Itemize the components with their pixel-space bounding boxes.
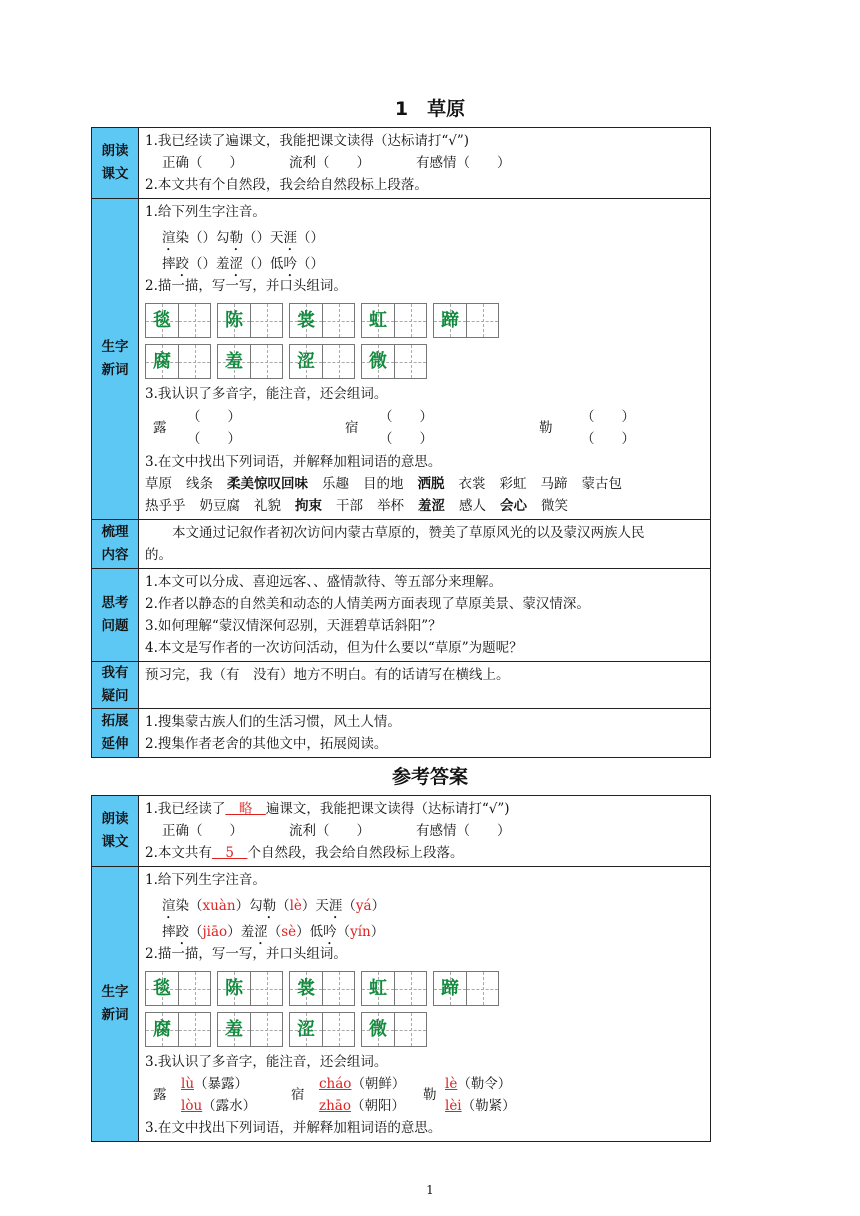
think-label: 思考 问题	[92, 569, 139, 662]
ans-pinyin-row1: 渲染（xuàn）勾勒（lè）天涯（yá）	[162, 898, 386, 914]
newwords-row	[92, 199, 711, 520]
write-grid-row1	[145, 303, 710, 338]
vocab-word: 柔美惊叹回味	[227, 476, 308, 492]
tianzige: 陈	[217, 971, 283, 1006]
vocab-word: 乐趣	[322, 476, 349, 492]
vocab-word: 奶豆腐	[199, 498, 240, 514]
extend-content: 1.搜集蒙古族人们的生活习惯，风土人情。 2.搜集作者老舍的其他文中，拓展阅读。	[139, 709, 711, 758]
write-heading: 2.描一描，写一写，并口头组词。	[145, 278, 347, 294]
read-line3: 2.本文共有个自然段，我会给自然段标上段落。	[145, 177, 428, 193]
tianzige: 毯	[145, 303, 211, 338]
read-line1: 1.我已经读了遍课文，我能把课文读得（达标请打“√”)	[145, 133, 470, 149]
ans-write-grid-row1	[145, 971, 710, 1006]
poly-heading: 3.我认识了多音字，能注音，还会组词。	[145, 386, 388, 402]
doubt-label: 我有 疑问	[92, 662, 139, 709]
vocab-word: 微笑	[541, 498, 568, 514]
answer-times: 略	[225, 801, 266, 817]
read-row	[92, 128, 711, 199]
ans-newwords-row	[92, 867, 711, 1142]
vocab-word: 衣裳	[458, 476, 486, 492]
vocab-word: 线条	[186, 476, 213, 492]
tianzige: 涩	[289, 1012, 355, 1047]
words-row1	[145, 473, 710, 495]
sort-row	[92, 520, 711, 569]
vocab-word: 蒙古包	[581, 476, 622, 492]
ans-poly: 露 lù（暴露） lòu（露水） 宿 cháo（朝鲜） zhāo（朝阳） 勒 lè（勒令） lèi（勒紧）	[153, 1076, 516, 1114]
tianzige: 陈	[217, 303, 283, 338]
doubt-row	[92, 662, 711, 709]
ans-pinyin-row2: 摔跤（jiāo）羞涩（sè）低吟（yín）	[162, 924, 385, 940]
vocab-word: 热乎乎	[145, 498, 186, 514]
tianzige: 羞	[217, 1012, 283, 1047]
pinyin-row1: 渲染（）勾勒（）天涯（）	[162, 230, 324, 246]
tianzige: 裳	[289, 303, 355, 338]
page-title: 1 草原	[394, 98, 466, 120]
vocab-word: 洒脱	[417, 476, 445, 492]
vocab-word: 彩虹	[499, 476, 527, 492]
tianzige: 虹	[361, 303, 427, 338]
sort-label: 梳理 内容	[92, 520, 139, 569]
tianzige: 腐	[145, 344, 211, 379]
newwords-label: 生字 新词	[92, 199, 139, 520]
ans-newwords-label: 生字 新词	[92, 867, 139, 1142]
read-options: 正确（ ） 流利（ ） 有感情（ ）	[162, 155, 511, 171]
answers-table	[91, 795, 711, 1142]
ans-write-grid-row2	[145, 1012, 710, 1047]
pinyin-heading: 1.给下列生字注音。	[145, 204, 266, 220]
vocab-word: 感人	[459, 498, 486, 514]
extend-row	[92, 709, 711, 758]
write-grid-row2	[145, 344, 710, 379]
vocab-word: 干部	[336, 498, 363, 514]
newwords-content	[139, 199, 711, 520]
ans-read-content: 1.我已经读了 略 遍课文，我能把课文读得（达标请打“√”) 正确（ ） 流利（ ） 有感情（ ） 2.本文共有 5 个自然段，我会给自然段标上段落。	[139, 796, 711, 867]
ans-read-label: 朗读 课文	[92, 796, 139, 867]
tianzige: 微	[361, 344, 427, 379]
ans-newwords-content: 1.给下列生字注音。 渲染（xuàn）勾勒（lè）天涯（yá） 摔跤（jiāo）羞涩（sè）低吟（yín） 2.描一描，写一写，并口头组词。 毯 陈 裳 虹 蹄 腐 羞 涩 微 3.我认识了多音字，能注音，还会组词。 露 lù（暴露） lòu（露水） 宿 cháo（朝鲜） zhāo（朝阳） 勒 lè（勒令） lèi（勒紧） 3.在文中找出下列词语，并解释加粗词语的意思。	[139, 867, 711, 1142]
pinyin-row2: 摔跤（）羞涩（）低吟（）	[162, 256, 324, 272]
tianzige: 腐	[145, 1012, 211, 1047]
sort-content: 本文通过记叙作者初次访问内蒙古草原的，赞美了草原风光的以及蒙汉两族人民 的。	[139, 520, 711, 569]
think-content: 1.本文可以分成、喜迎远客、、盛情款待、等五部分来理解。 2.作者以静态的自然美和动态的人情美两方面表现了草原美景、蒙汉情深。 3.如何理解“蒙汉情深何忍别，天涯碧草话斜阳”？ 4.本文是写作者的一次访问活动，但为什么要以“草原”为题呢？	[139, 569, 711, 662]
vocab-word: 羞涩	[418, 498, 445, 514]
tianzige: 虹	[361, 971, 427, 1006]
words-row2	[145, 495, 710, 517]
tianzige: 蹄	[433, 303, 499, 338]
read-label: 朗读 课文	[92, 128, 139, 199]
vocab-word: 礼貌	[254, 498, 281, 514]
page-number: 1	[426, 1183, 434, 1197]
vocab-word: 草原	[145, 476, 172, 492]
tianzige: 微	[361, 1012, 427, 1047]
tianzige: 裳	[289, 971, 355, 1006]
vocab-word: 马蹄	[540, 476, 568, 492]
tianzige: 涩	[289, 344, 355, 379]
answers-title: 参考答案	[391, 766, 468, 788]
vocab-word: 会心	[500, 498, 527, 514]
extend-label: 拓展 延伸	[92, 709, 139, 758]
answer-paragraphs: 5	[211, 845, 248, 861]
words-heading: 3.在文中找出下列词语，并解释加粗词语的意思。	[145, 454, 442, 470]
read-content	[139, 128, 711, 199]
vocab-word: 拘束	[295, 498, 322, 514]
think-row	[92, 569, 711, 662]
tianzige: 羞	[217, 344, 283, 379]
worksheet-table	[91, 127, 711, 758]
ans-read-row	[92, 796, 711, 867]
tianzige: 蹄	[433, 971, 499, 1006]
vocab-word: 目的地	[363, 476, 404, 492]
vocab-word: 举杯	[377, 498, 404, 514]
doubt-content: 预习完，我（有 没有）地方不明白。有的话请写在横线上。	[139, 662, 711, 709]
poly-blanks: 露 （ ） （ ） 宿 （ ） （ ） 勒 （ ） （ ）	[153, 409, 635, 447]
tianzige: 毯	[145, 971, 211, 1006]
